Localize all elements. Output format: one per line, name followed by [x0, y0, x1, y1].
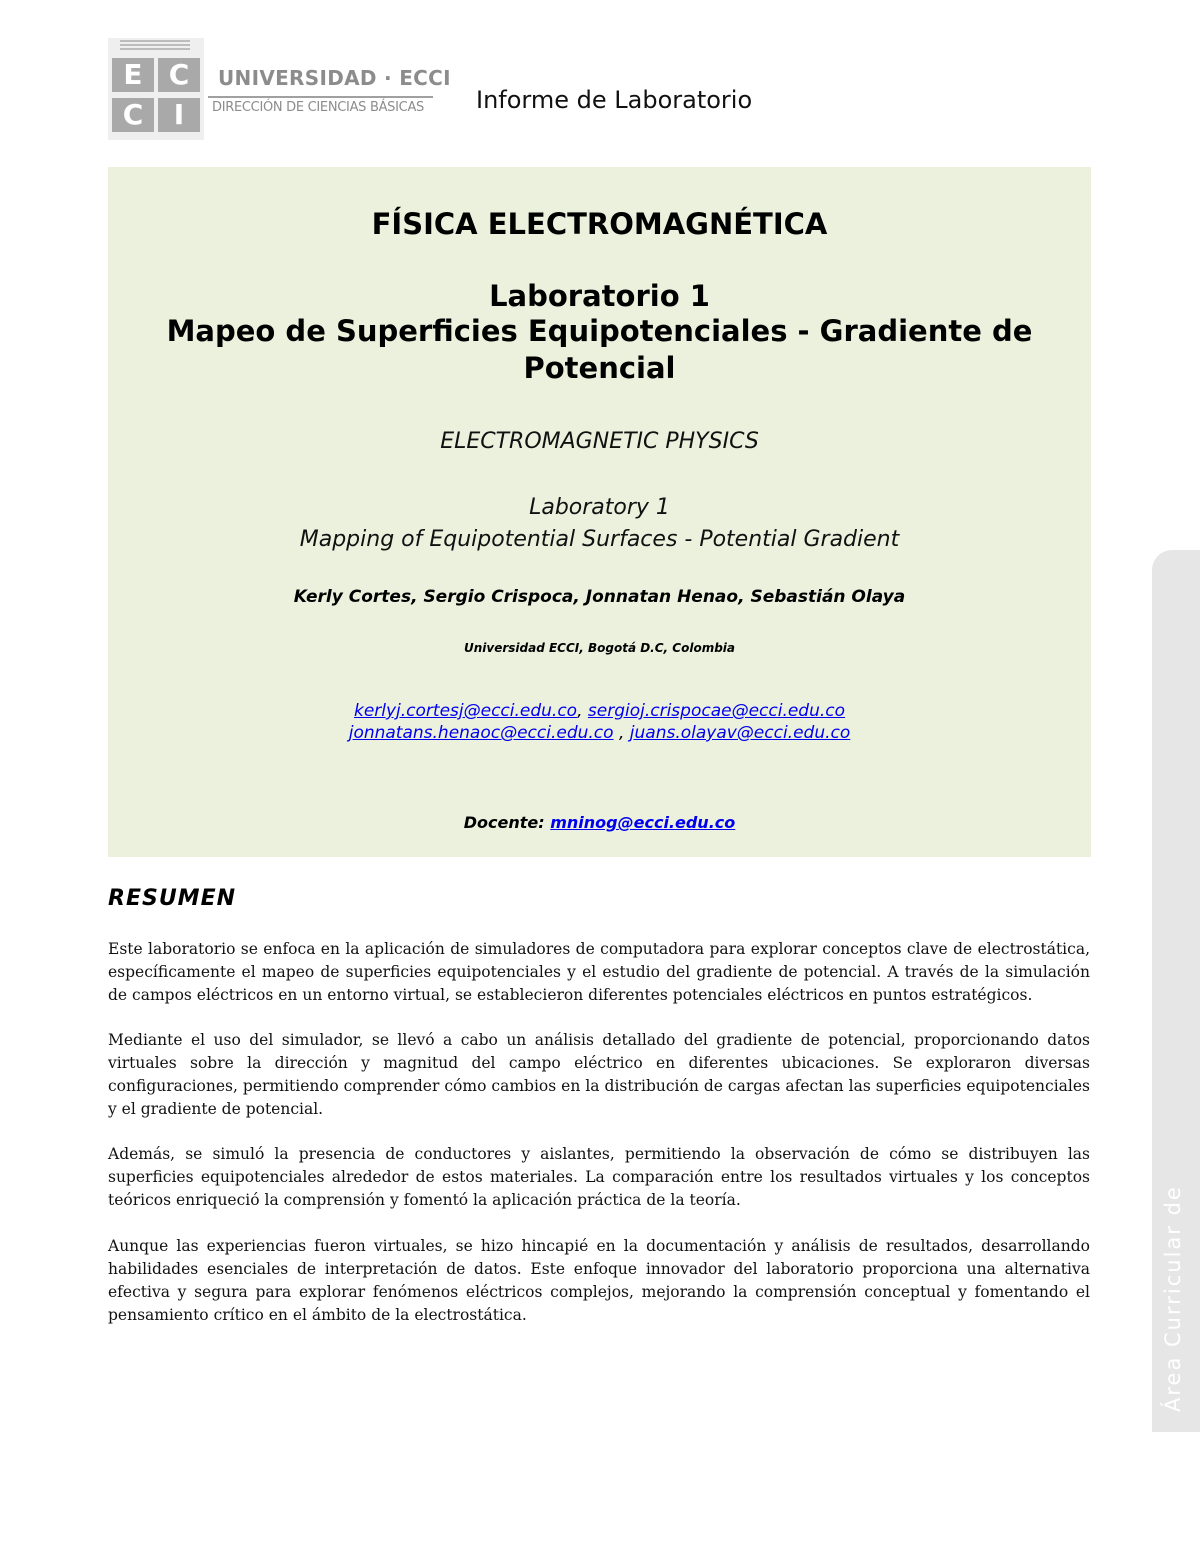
lab-number-english: Laboratory 1	[529, 495, 670, 520]
lab-title: Mapeo de Superficies Equipotenciales - Gradiente de Potencial	[166, 314, 1033, 385]
course-title: FÍSICA ELECTROMAGNÉTICA	[371, 207, 828, 241]
teacher-label: Docente:	[463, 813, 545, 832]
logo-university-name: UNIVERSIDAD · ECCI	[218, 66, 451, 90]
report-type: Informe de Laboratorio	[476, 86, 753, 114]
email-link[interactable]: kerlyj.cortesj@ecci.edu.co	[353, 701, 578, 721]
logo-tile-c1: C	[158, 58, 200, 92]
logo-stripes	[120, 40, 190, 54]
email-link[interactable]: jonnatans.henaoc@ecci.edu.co	[348, 723, 614, 743]
course-title-english: ELECTROMAGNETIC PHYSICS	[440, 429, 759, 454]
university-logo	[108, 38, 451, 140]
email-link[interactable]: sergioj.crispocae@ecci.edu.co	[587, 701, 846, 721]
logo-department: DIRECCIÓN DE CIENCIAS BÁSICAS	[212, 100, 424, 115]
logo-tiles	[108, 38, 204, 140]
abstract-heading: RESUMEN	[108, 886, 237, 911]
logo-tile-c2: C	[112, 98, 154, 132]
teacher-line	[108, 813, 1091, 832]
abstract-paragraph: Además, se simuló la presencia de conductores y aislantes, permitiendo la observación de cómo se distribuyen las superficies equipotenciales alrededor de estos materiales. La comparación entre los resultados virtuales y los conceptos teóricos enriqueció la comprensión y fomentó la aplicación práctica de la teoría.	[108, 1145, 1090, 1209]
abstract-paragraph: Aunque las experiencias fueron virtuales, se hizo hincapié en la documentación y análisis de resultados, desarrollando habilidades esenciales de interpretación de datos. Este enfoque innovador del laboratorio proporciona una alternativa efectiva y segura para explorar fenómenos eléctricos complejos, mejorando la comprensión conceptual y fomentando el pensamiento crítico en el ámbito de la electrostática.	[108, 1237, 1090, 1324]
email-line	[108, 701, 1091, 721]
affiliation: Universidad ECCI, Bogotá D.C, Colombia	[463, 641, 735, 655]
logo-tile-i: I	[158, 98, 200, 132]
email-separator: ,	[618, 723, 625, 743]
logo-divider	[208, 96, 433, 98]
email-link[interactable]: juans.olayav@ecci.edu.co	[629, 723, 851, 743]
title-block	[108, 167, 1091, 857]
email-line	[108, 723, 1091, 743]
lab-title-english: Mapping of Equipotential Surfaces - Potential Gradient	[299, 527, 900, 552]
authors: Kerly Cortes, Sergio Crispoca, Jonnatan Henao, Sebastián Olaya	[293, 587, 906, 607]
email-separator: ,	[577, 701, 583, 721]
side-tab-label: Área Curricular de	[1161, 1185, 1185, 1412]
abstract-paragraph: Mediante el uso del simulador, se llevó a cabo un análisis detallado del gradiente de potencial, proporcionando datos virtuales sobre la dirección y magnitud del campo eléctrico en diferentes ubicaciones. Se exploraron diversas configuraciones, permitiendo comprender cómo cambios en la distribución de cargas afectan las superficies equipotenciales y el gradiente de potencial.	[108, 1031, 1090, 1118]
lab-number: Laboratorio 1	[489, 279, 710, 313]
abstract-paragraph: Este laboratorio se enfoca en la aplicación de simuladores de computadora para explorar conceptos clave de electrostática, específicamente el mapeo de superficies equipotenciales y el estudio del gradiente de potencial. A través de la simulación de campos eléctricos en un entorno virtual, se establecieron diferentes potenciales eléctricos en puntos estratégicos.	[108, 940, 1090, 1004]
teacher-email-link[interactable]: mninog@ecci.edu.co	[550, 813, 736, 832]
logo-tile-e: E	[112, 58, 154, 92]
